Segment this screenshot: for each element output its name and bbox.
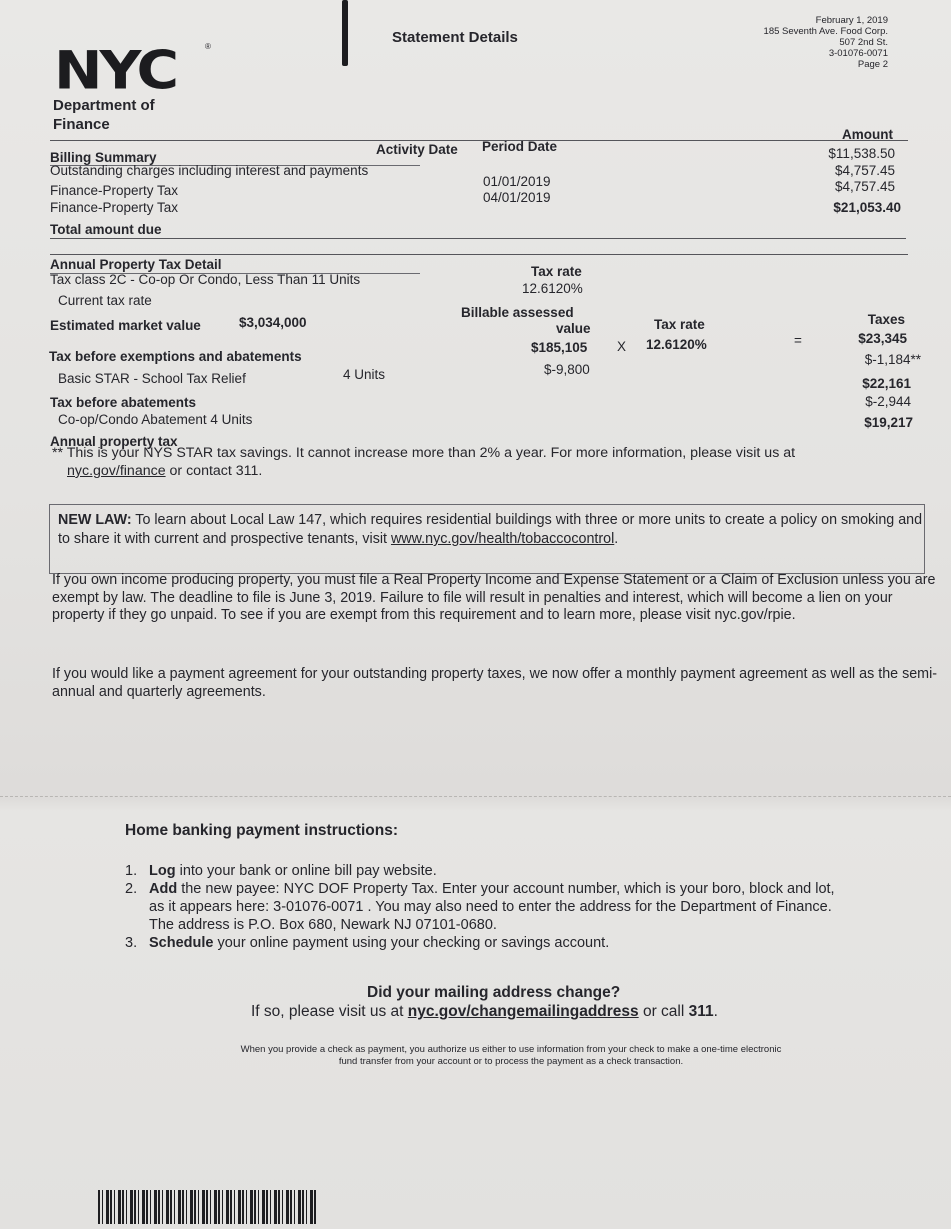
address-change-question: Did your mailing address change?	[367, 984, 621, 1001]
tax-before-abatements-label: Tax before abatements	[50, 395, 197, 410]
tax-detail-top-rule	[50, 254, 908, 255]
star-exemption-label: Basic STAR - School Tax Relief	[58, 371, 246, 386]
logo-registered-mark: ®	[205, 42, 211, 51]
market-value-amount: $3,034,000	[239, 315, 307, 330]
address-change-end: .	[713, 1003, 718, 1020]
step-number: 1.	[125, 863, 138, 879]
taxes-column-label: Taxes	[867, 312, 905, 327]
applied-tax-rate: 12.6120%	[646, 337, 707, 352]
annual-tax-label: Annual property tax	[50, 434, 178, 449]
finance-link[interactable]: nyc.gov/finance	[67, 463, 166, 479]
step-text: your online payment using your checking or savings account.	[213, 935, 610, 951]
tax-rate-value: 12.6120%	[522, 281, 583, 296]
footnote-text: ** This is your NYS STAR tax savings. It cannot increase more than 2% a year. For more information, please visit us at	[52, 445, 796, 461]
tax-rate-column-label: Tax rate	[654, 317, 705, 332]
step-number: 3.	[125, 935, 138, 951]
star-footnote	[52, 444, 932, 480]
step-number: 2.	[125, 881, 138, 897]
address-change-instructions	[251, 1003, 718, 1021]
address-change-prefix: If so, please visit us at	[251, 1003, 408, 1020]
step-keyword: Schedule	[149, 935, 214, 951]
billing-top-rule	[50, 140, 908, 141]
star-billable-value: $-9,800	[544, 362, 590, 377]
home-banking-title: Home banking payment instructions:	[125, 822, 399, 839]
tax-detail-title: Annual Property Tax Detail	[50, 257, 222, 272]
activity-date-column-header: Activity Date	[376, 142, 458, 157]
rpie-paragraph: If you own income producing property, you must file a Real Property Income and Expense Statement or a Claim of Exclusion unless you are exempt by law. The deadline to file is June 3, 2019. Failure to file will result in penalties and interest, which will become a lien on your property if they go unpaid. To see if you are exempt from this requirement and to learn more, please visit nyc.gov/rpie.	[52, 572, 936, 623]
page-fold	[0, 796, 951, 797]
check-notice-line-1: When you provide a check as payment, you authorize us either to use information from your check to make a one-time electronic	[240, 1044, 782, 1055]
billable-assessed-label: Billable assessed	[461, 305, 574, 320]
payment-agreement-paragraph: If you would like a payment agreement for your outstanding property taxes, we now offer a monthly payment agreement as well as the semi-annual and quarterly agreements.	[52, 666, 938, 700]
market-value-label: Estimated market value	[50, 318, 201, 333]
step-keyword: Add	[149, 881, 178, 897]
barcode	[98, 1190, 318, 1224]
billing-row-period: 04/01/2019	[483, 190, 551, 205]
abatement-label: Co-op/Condo Abatement 4 Units	[58, 412, 253, 427]
new-law-text	[58, 511, 924, 549]
billing-summary-title: Billing Summary	[50, 150, 157, 165]
multiply-sign: X	[617, 339, 627, 354]
address-change-middle: or call	[638, 1003, 689, 1020]
tax-before-exemptions-amount: $23,345	[858, 331, 907, 346]
equals-sign: =	[794, 333, 802, 348]
list-item	[125, 880, 885, 934]
department-name	[53, 96, 155, 134]
billing-row-label: Finance-Property Tax	[50, 200, 179, 215]
tax-before-abatements-amount: $22,161	[862, 376, 911, 391]
page-number: Page 2	[857, 59, 888, 70]
tax-class-text: Tax class 2C - Co-op Or Condo, Less Than 11 Units	[50, 272, 361, 287]
step-keyword: Log	[149, 863, 176, 879]
owner-name: 185 Seventh Ave. Food Corp.	[763, 26, 888, 37]
billing-row-amount: $11,538.50	[828, 146, 895, 161]
star-units: 4 Units	[343, 367, 386, 382]
check-payment-notice	[176, 1044, 846, 1068]
new-law-end: .	[614, 531, 619, 547]
home-banking-steps	[125, 862, 885, 952]
billing-row-label: Outstanding charges including interest and payments	[50, 163, 369, 178]
billing-row-label: Finance-Property Tax	[50, 183, 179, 198]
phone-311: 311	[688, 1003, 714, 1020]
current-rate-label: Current tax rate	[58, 293, 152, 308]
department-line-1: Department of	[53, 97, 155, 114]
billable-value-label: value	[556, 321, 591, 336]
billing-row-amount: $4,757.45	[834, 163, 895, 178]
tax-rate-label: Tax rate	[531, 264, 582, 279]
new-law-label: NEW LAW:	[58, 512, 132, 528]
property-address: 507 2nd St.	[839, 37, 888, 48]
change-mailing-address-link[interactable]: nyc.gov/changemailingaddress	[407, 1003, 639, 1020]
abatement-amount: $-2,944	[865, 394, 911, 409]
total-due-amount: $21,053.40	[833, 200, 901, 215]
header-account-info	[764, 15, 888, 70]
department-line-2: Finance	[53, 116, 110, 133]
nyc-logo: NYC	[54, 40, 177, 102]
bbl-number: 3-01076-0071	[828, 48, 888, 59]
tax-before-exemptions-label: Tax before exemptions and abatements	[49, 349, 302, 364]
billing-row-period: 01/01/2019	[483, 174, 551, 189]
new-law-notice	[49, 504, 925, 574]
billing-row-amount: $4,757.45	[834, 179, 895, 194]
tobacco-control-link[interactable]: www.nyc.gov/health/tobaccocontrol	[390, 531, 615, 547]
header-divider	[342, 0, 348, 66]
annual-tax-amount: $19,217	[864, 415, 913, 430]
list-item	[125, 862, 885, 880]
star-tax-savings: $-1,184**	[864, 352, 921, 367]
step-text: the new payee: NYC DOF Property Tax. Enter your account number, which is your boro, block and lot, as it appears here: 3-01076-0071 . You may also need to enter the address for the Department of Finance. The address is P.O. Box 680, Newark NJ 07101-0680.	[149, 881, 835, 933]
check-notice-line-2: fund transfer from your account or to process the payment as a check transaction.	[338, 1056, 684, 1067]
footnote-contact: or contact 311.	[165, 463, 263, 479]
billing-bottom-rule	[50, 238, 906, 239]
total-due-label: Total amount due	[50, 222, 162, 237]
page-title: Statement Details	[392, 29, 518, 46]
list-item	[125, 934, 885, 952]
period-date-column-header: Period Date	[482, 139, 558, 154]
step-text: into your bank or online bill pay website.	[175, 863, 437, 879]
new-law-body: To learn about Local Law 147, which requires residential buildings with three or more units to create a policy on smoking and to share it with current and prospective tenants, visit	[58, 512, 923, 547]
statement-date: February 1, 2019	[815, 15, 888, 26]
billable-assessed-value: $185,105	[531, 340, 588, 355]
amount-column-header: Amount	[842, 127, 893, 142]
